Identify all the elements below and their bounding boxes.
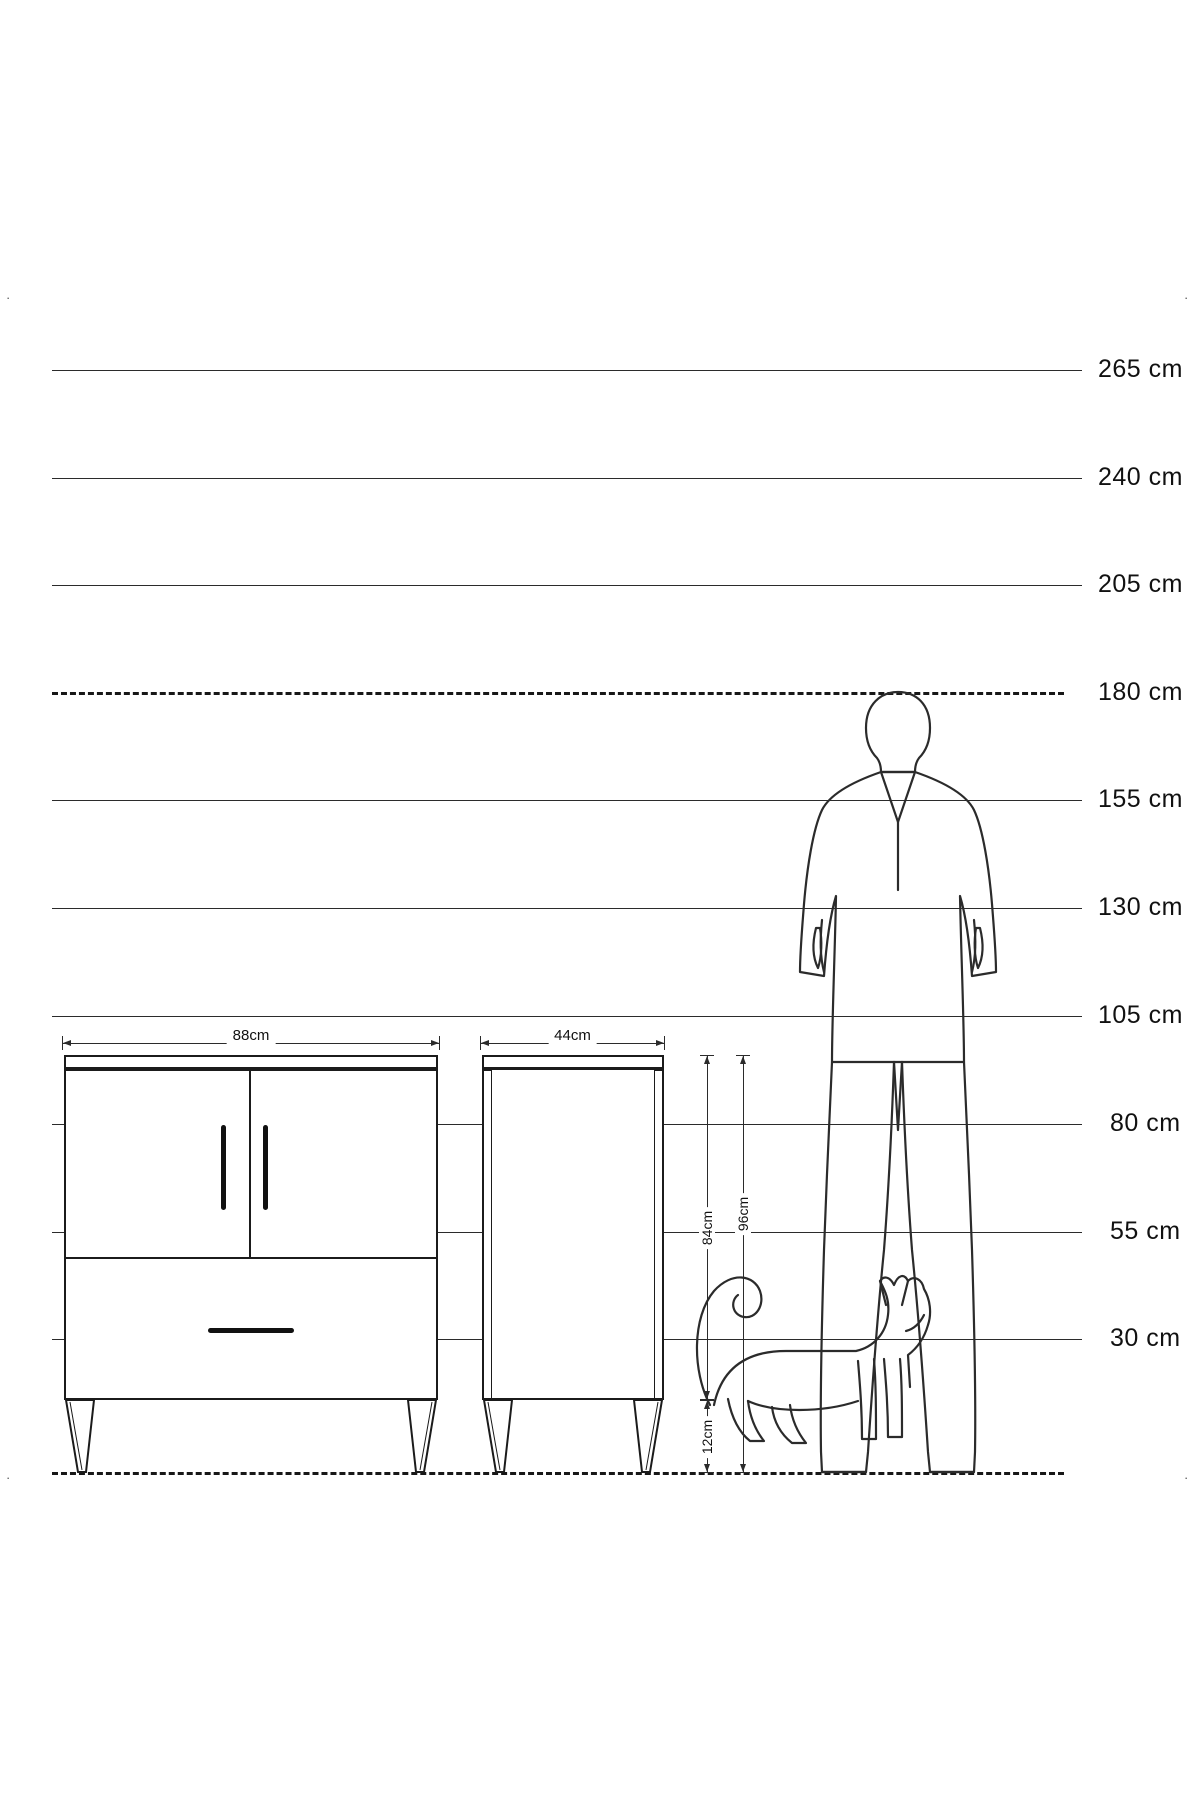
tall-cabinet-leg-left bbox=[482, 1400, 526, 1474]
dimension-height-12-label: 12cm bbox=[699, 1415, 715, 1457]
dimension-width-tall-cabinet bbox=[480, 1027, 665, 1050]
tall-cabinet-top-panel bbox=[482, 1055, 664, 1069]
sideboard-leg-right bbox=[394, 1400, 440, 1474]
corner-mark-top-left: · bbox=[6, 290, 11, 305]
dimension-width-tall-cabinet-label: 44cm bbox=[548, 1027, 597, 1044]
scale-label-30: 30 cm bbox=[1110, 1324, 1181, 1352]
scale-line-205 bbox=[52, 585, 1082, 586]
scale-label-55: 55 cm bbox=[1110, 1217, 1181, 1245]
dimension-width-sideboard-label: 88cm bbox=[227, 1027, 276, 1044]
dimension-height-84-label: 84cm bbox=[699, 1206, 715, 1248]
sideboard-door-divider bbox=[249, 1069, 251, 1257]
scale-line-240 bbox=[52, 478, 1082, 479]
scale-label-180: 180 cm bbox=[1098, 678, 1183, 706]
tall-cabinet-door[interactable] bbox=[491, 1069, 655, 1400]
scale-line-265 bbox=[52, 370, 1082, 371]
dimension-width-sideboard bbox=[62, 1027, 440, 1050]
corner-mark-bottom-right: · bbox=[1184, 1470, 1189, 1485]
sideboard-body bbox=[64, 1069, 438, 1400]
sideboard-handle-left[interactable] bbox=[221, 1125, 226, 1210]
scale-label-155: 155 cm bbox=[1098, 785, 1183, 813]
scale-label-130: 130 cm bbox=[1098, 893, 1183, 921]
scale-label-265: 265 cm bbox=[1098, 355, 1183, 383]
sideboard-handle-right[interactable] bbox=[263, 1125, 268, 1210]
corner-mark-bottom-left: · bbox=[6, 1470, 11, 1485]
scale-label-80: 80 cm bbox=[1110, 1109, 1181, 1137]
sideboard-drawer-handle[interactable] bbox=[208, 1328, 294, 1333]
scale-label-105: 105 cm bbox=[1098, 1001, 1183, 1029]
scale-label-240: 240 cm bbox=[1098, 463, 1183, 491]
corner-mark-top-right: · bbox=[1184, 290, 1189, 305]
cat-silhouette bbox=[688, 1255, 958, 1475]
sideboard-leg-left bbox=[64, 1400, 108, 1474]
dimension-height-96-label: 96cm bbox=[735, 1193, 751, 1235]
sideboard-top-panel bbox=[64, 1055, 438, 1069]
sideboard-drawer-divider bbox=[64, 1257, 438, 1259]
tall-cabinet-leg-right bbox=[620, 1400, 666, 1474]
sideboard-base-line bbox=[64, 1398, 438, 1400]
scale-label-205: 205 cm bbox=[1098, 570, 1183, 598]
